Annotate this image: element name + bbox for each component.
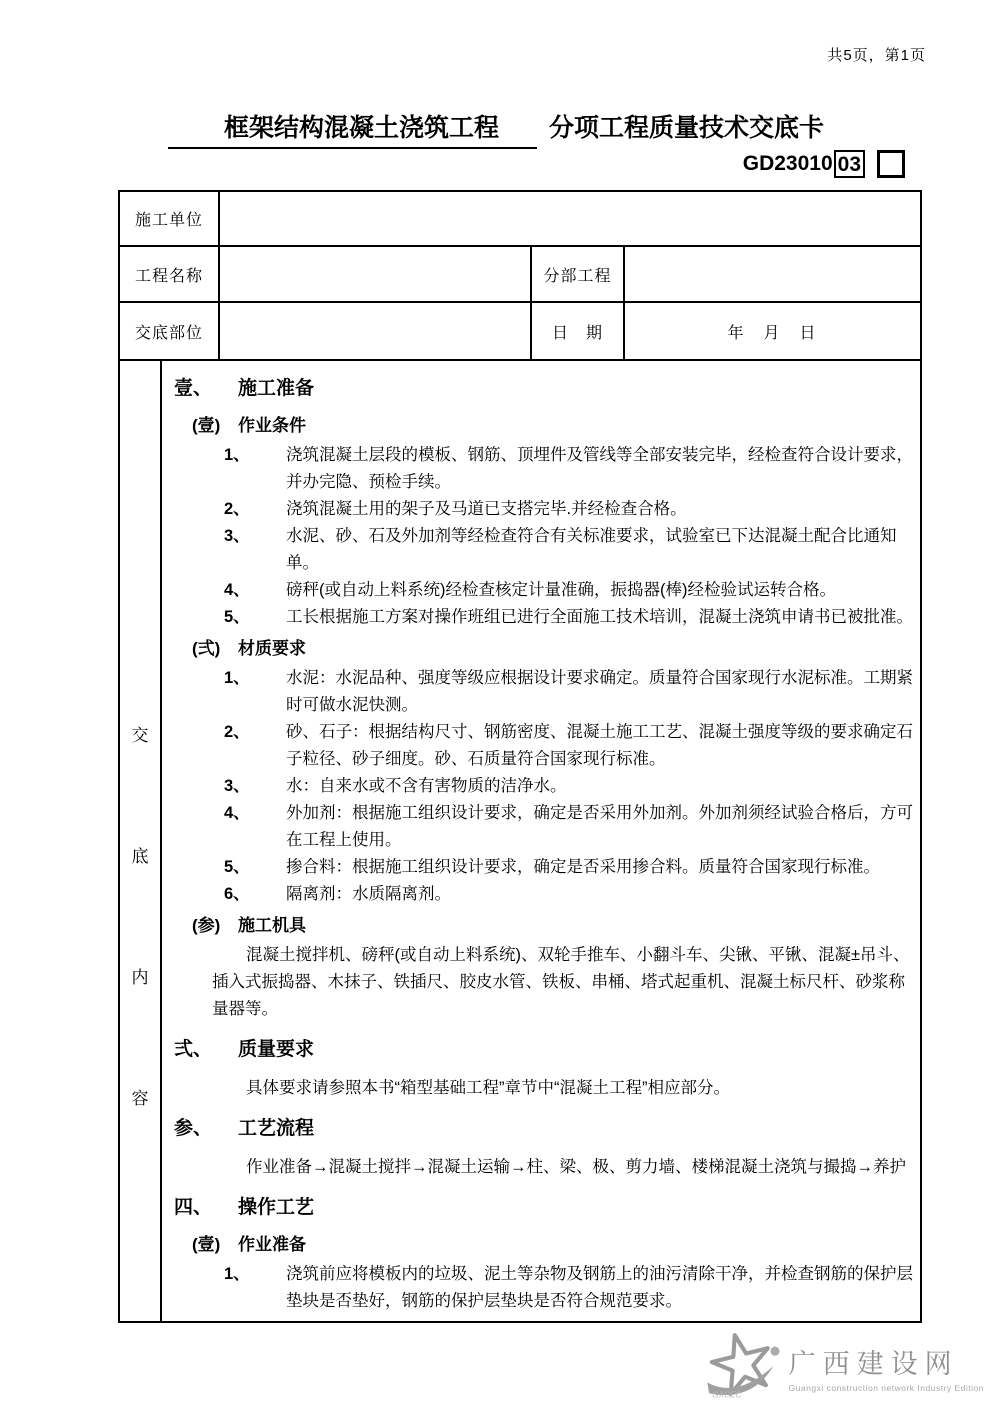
construction-unit-value-cell <box>219 191 921 246</box>
content-block-h2 <box>192 635 914 662</box>
block-text: 隔离剂：水质隔离剂。 <box>286 885 451 903</box>
disclosure-part-label: 交底部位 <box>119 302 219 360</box>
title-suffix-part: 分项工程质量技术交底卡 <box>549 114 825 142</box>
watermark-text <box>789 1342 984 1399</box>
watermark-site-name: 广西建设网 <box>788 1349 959 1379</box>
construction-unit-label: 施工单位 <box>119 191 219 246</box>
pagination-text: 共5页，第1页 <box>827 47 926 64</box>
project-name-value-cell <box>219 246 531 302</box>
block-text: 掺合料：根据施工组织设计要求，确定是否采用掺合料。质量符合国家现行标准。 <box>286 858 880 876</box>
block-text: 作业条件 <box>238 416 306 435</box>
block-text: 浇筑混凝土层段的模板、钢筋、顶埋件及管线等全部安装完毕，经检查符合设计要求，并办完隐、预检手续。 <box>286 446 913 491</box>
content-block-item <box>224 442 914 496</box>
block-number: 3、 <box>224 527 250 545</box>
table-row <box>119 246 921 302</box>
block-number: 参、 <box>174 1118 213 1139</box>
table-row <box>119 302 921 360</box>
content-block-h1 <box>174 1195 914 1221</box>
content-block-para <box>212 942 912 1023</box>
block-text: 操作工艺 <box>238 1197 315 1218</box>
block-text: 浇筑混凝土用的架子及马道已支搭完毕.并经检查合格。 <box>286 500 687 518</box>
block-number: (壹) <box>192 416 221 435</box>
disclosure-part-value-cell <box>219 302 531 360</box>
block-number: (参) <box>192 916 221 935</box>
block-number: 4、 <box>224 581 250 599</box>
disclosure-content-side-cell <box>119 360 161 1322</box>
subdivision-work-label: 分部工程 <box>531 246 624 302</box>
block-number: 2、 <box>224 723 250 741</box>
block-number: 1、 <box>224 669 250 687</box>
content-block-para <box>212 1154 912 1181</box>
content-block-h1 <box>174 1116 914 1142</box>
block-text: 材质要求 <box>238 639 306 658</box>
content-block-h2 <box>192 1231 914 1258</box>
block-number: 弍、 <box>174 1039 213 1060</box>
project-name-label: 工程名称 <box>119 246 219 302</box>
block-number: 3、 <box>224 777 250 795</box>
block-text: 工长根据施工方案对操作班组已进行全面施工技术培训，混凝土浇筑申请书已被批准。 <box>286 608 913 626</box>
block-number: 6、 <box>224 885 250 903</box>
block-text: 混凝土搅拌机、磅秤(或自动上料系统)、双轮手推车、小翻斗车、尖锹、平锹、混凝±吊斗、插入式振捣器、木抹子、铁插尺、胶皮水管、铁板、串桶、塔式起重机、混凝土标尺杆、砂浆称量器等。 <box>212 946 910 1018</box>
content-block-item <box>224 773 914 800</box>
block-text: 具体要求请参照本书“箱型基础工程”章节中“混凝土工程”相应部分。 <box>246 1079 730 1097</box>
block-number: (壹) <box>192 1235 221 1254</box>
code-prefix: GD23010 <box>742 152 833 176</box>
block-text: 外加剂：根据施工组织设计要求，确定是否采用外加剂。外加剂须经试验合格后，方可在工程上使用。 <box>286 804 913 849</box>
block-text: 作业准备 <box>238 1235 306 1254</box>
block-text: 水泥、砂、石及外加剂等经检查符合有关标准要求，试验室已下达混凝土配合比通知单。 <box>286 527 897 572</box>
block-number: 四、 <box>174 1197 213 1218</box>
block-text: 质量要求 <box>238 1039 315 1060</box>
block-number: 4、 <box>224 804 250 822</box>
star-logo-icon <box>699 1333 785 1399</box>
content-block-item <box>224 665 914 719</box>
block-text: 施工准备 <box>238 378 315 399</box>
watermark <box>699 1333 984 1399</box>
logo-subtext: GXCEC <box>711 1390 742 1399</box>
table-row <box>119 360 921 1322</box>
content-block-item <box>224 800 914 854</box>
disclosure-content-vertical-label: 交 底 内 容 <box>131 726 149 1108</box>
content-block-h1 <box>174 1037 914 1063</box>
watermark-tagline: Guangxi construction network Industry Edition <box>788 1383 984 1393</box>
block-text: 作业准备→混凝土搅拌→混凝土运输→柱、梁、极、剪力墙、楼梯混凝土浇筑与撮捣→养护 <box>246 1158 906 1176</box>
table-row <box>119 191 921 246</box>
content-block-item <box>224 523 914 577</box>
content-block-item <box>224 881 914 908</box>
disclosure-content-cell <box>161 360 921 1322</box>
block-number: 2、 <box>224 500 250 518</box>
block-number: 1、 <box>224 1265 250 1283</box>
subdivision-work-value-cell <box>624 246 921 302</box>
block-text: 水泥：水泥品种、强度等级应根据设计要求确定。质量符合国家现行水泥标准。工期紧时可做水泥快测。 <box>286 669 913 714</box>
content-block-para <box>212 1075 912 1102</box>
document-code <box>743 150 905 178</box>
content-block-h2 <box>192 912 914 939</box>
block-text: 磅秤(或自动上料系统)经检查核定计量准确，振捣器(棒)经检验试运转合格。 <box>286 581 836 599</box>
block-text: 施工机具 <box>238 916 306 935</box>
block-text: 水：自来水或不含有害物质的洁净水。 <box>286 777 567 795</box>
code-boxed-digits: 03 <box>834 150 865 178</box>
content-block-item <box>224 1261 914 1315</box>
blank-checkbox <box>877 150 905 178</box>
block-text: 浇筑前应将模板内的垃圾、泥土等杂物及钢筋上的油污清除干净，并检查钢筋的保护层垫块是否垫好，钢筋的保护层垫块是否符合规范要求。 <box>286 1265 913 1310</box>
content-block-item <box>224 496 914 523</box>
content-block-item <box>224 577 914 604</box>
block-text: 工艺流程 <box>238 1118 315 1139</box>
disclosure-form-table <box>118 190 922 1323</box>
content-block-h1 <box>174 376 914 402</box>
block-number: 5、 <box>224 608 250 626</box>
date-value-cell: 年 月 日 <box>624 302 921 360</box>
block-number: 1、 <box>224 446 250 464</box>
content-block-h2 <box>192 412 914 439</box>
content-block-item <box>224 719 914 773</box>
date-label: 日 期 <box>531 302 624 360</box>
title-underlined-part: 框架结构混凝土浇筑工程 <box>168 108 537 149</box>
content-block-item <box>224 854 914 881</box>
block-number: 壹、 <box>174 378 213 399</box>
content-block-item <box>224 604 914 631</box>
block-number: (弍) <box>192 639 221 658</box>
disclosure-content-body <box>168 372 914 1318</box>
block-number: 5、 <box>224 858 250 876</box>
block-text: 砂、石子：根据结构尺寸、钢筋密度、混凝土施工工艺、混凝土强度等级的要求确定石子粒径、砂子细度。砂、石质量符合国家现行标准。 <box>286 723 913 768</box>
document-title <box>0 108 992 149</box>
